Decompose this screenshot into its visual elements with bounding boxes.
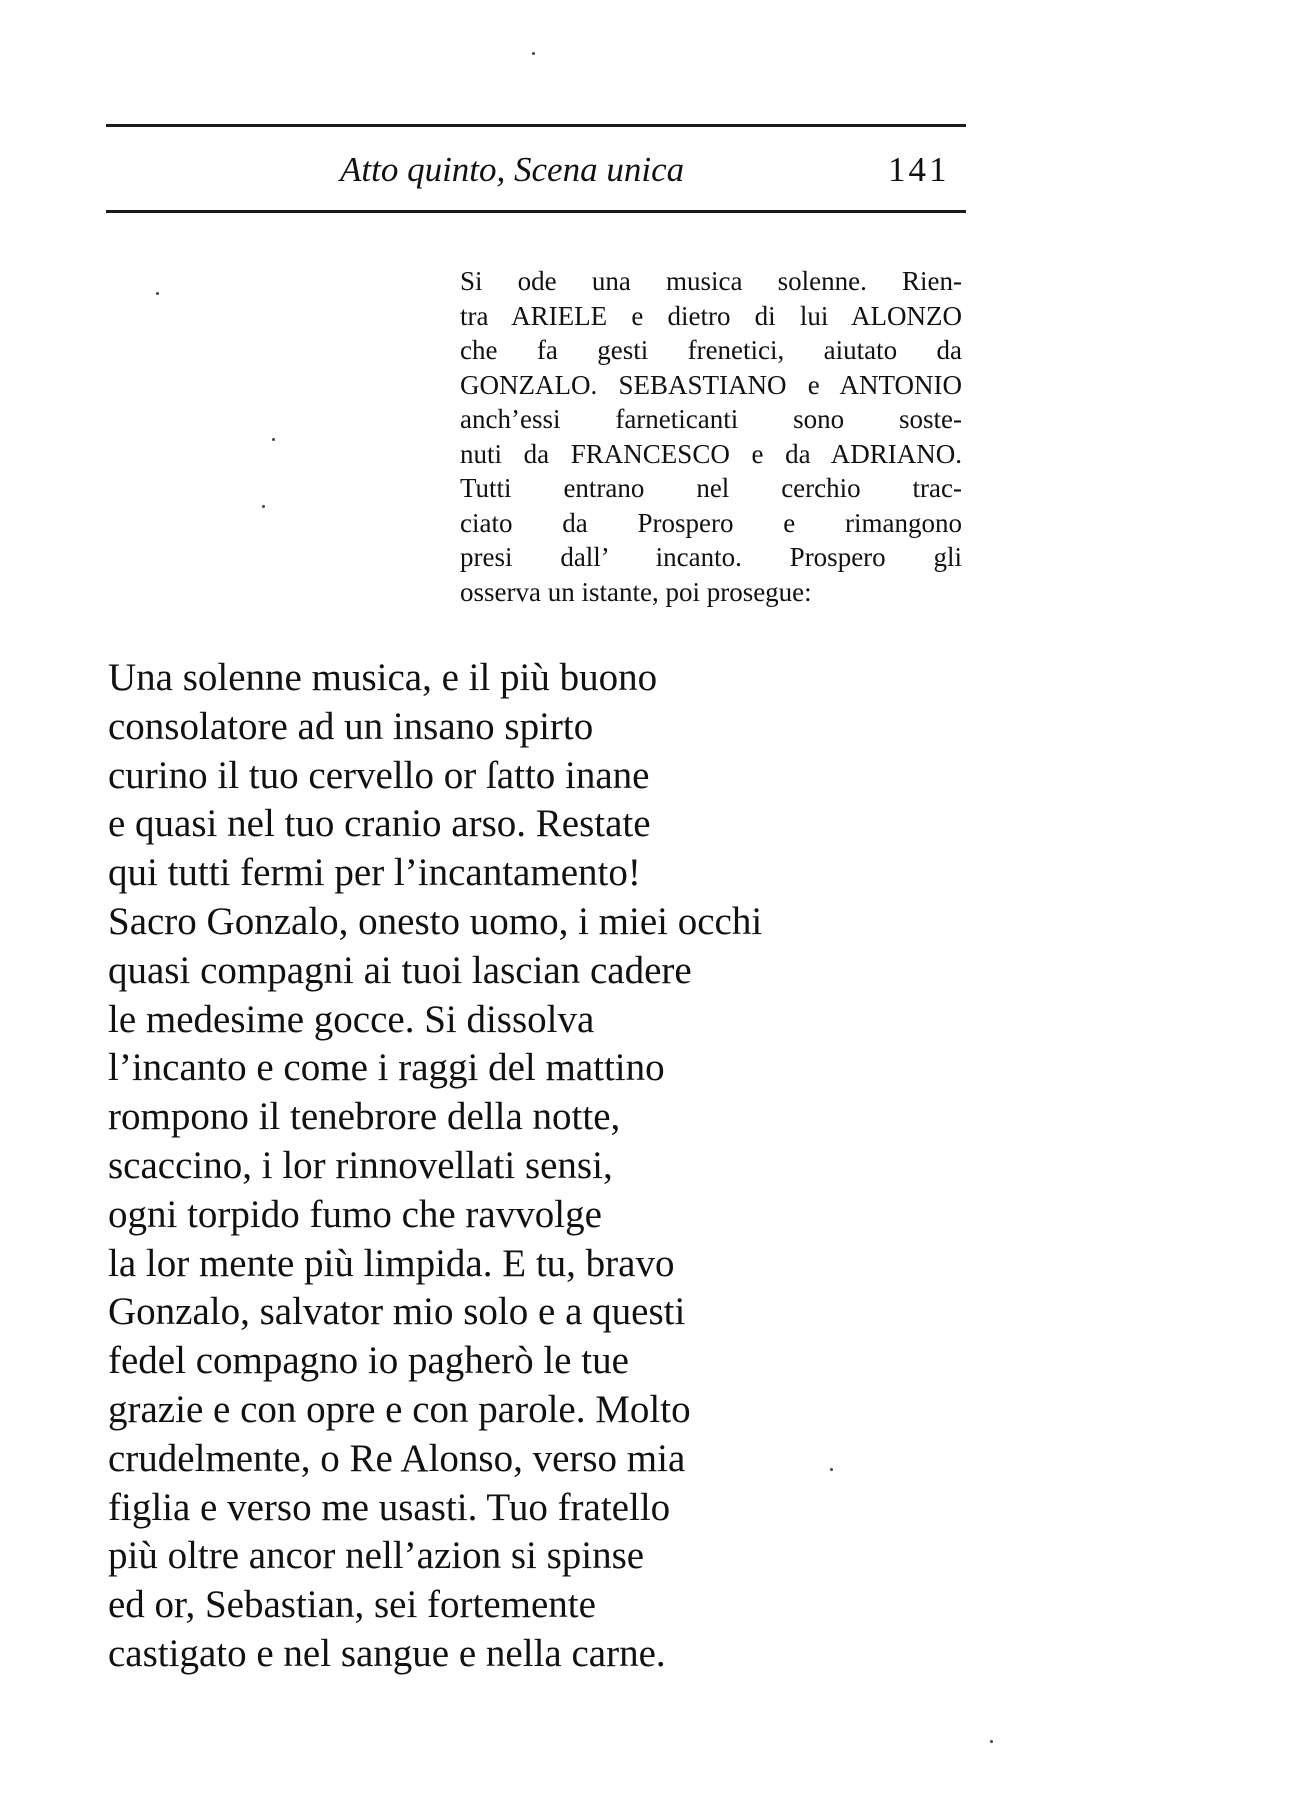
verse-line: Sacro Gonzalo, onesto uomo, i miei occhi — [108, 899, 763, 943]
verse-line: quasi compagni ai tuoi lascian cadere — [108, 948, 692, 992]
verse-line: scaccino, i lor rinnovellati sensi, — [108, 1143, 613, 1187]
stage-direction-line: che fa gesti frenetici, aiutato da — [460, 335, 962, 365]
header-rule-bottom — [106, 210, 966, 213]
scan-speck — [990, 1740, 993, 1743]
scan-speck — [830, 1468, 833, 1471]
stage-direction-line: nuti da FRANCESCO e da ADRIANO. — [460, 438, 962, 469]
header-rule-top — [106, 124, 966, 127]
verse-line: Gonzalo, salvator mio solo e a questi — [108, 1290, 686, 1334]
verse-line: consolatore ad un insano spirto — [108, 704, 594, 748]
scan-speck — [262, 505, 265, 508]
verse-line: curino il tuo cervello or ſatto inane — [108, 753, 650, 797]
stage-direction-line: tra ARIELE e dietro di lui ALONZO — [460, 300, 962, 331]
scan-speck — [272, 438, 275, 441]
verse-line: l’incanto e come i raggi del mattino — [108, 1046, 665, 1090]
stage-direction-line: anch’essi farneticanti sono soste- — [460, 404, 962, 434]
verse-line: figlia e verso me usasti. Tuo fratello — [108, 1485, 671, 1529]
verse-line: castigato e nel sangue e nella carne. — [108, 1631, 666, 1675]
scan-speck — [532, 52, 535, 55]
verse-line: crudelmente, o Re Alonso, verso mia — [108, 1436, 686, 1480]
stage-direction-line: presi dall’ incanto. Prospero gli — [460, 542, 962, 572]
verse-line: la lor mente più limpida. E tu, bravo — [108, 1241, 675, 1285]
running-head: Atto quinto, Scena unica — [340, 150, 685, 189]
stage-direction-line: osserva un istante, poi prosegue: — [460, 576, 812, 607]
verse-block — [108, 654, 762, 1679]
verse-line: qui tutti fermi per l’incantamento! — [108, 851, 641, 895]
page-number: 141 — [888, 150, 950, 189]
stage-direction-line: Tutti entrano nel cerchio trac- — [460, 473, 962, 503]
scan-speck — [156, 292, 159, 295]
verse-line: Una solenne musica, e il più buono — [108, 656, 658, 699]
stage-direction-line: GONZALO. SEBASTIANO e ANTONIO — [460, 369, 962, 400]
verse-line: ed or, Sebastian, sei fortemente — [108, 1583, 596, 1627]
verse-line: grazie e con opre e con parole. Molto — [108, 1387, 691, 1431]
verse-line: e quasi nel tuo cranio arso. Restate — [108, 802, 651, 846]
stage-direction-line: Si ode una musica solenne. Rien- — [460, 266, 962, 296]
verse-line: ogni torpido fumo che ravvolge — [108, 1192, 602, 1236]
stage-direction-line: ciato da Prospero e rimangono — [460, 507, 962, 538]
verse-line: fedel compagno io pagherò le tue — [108, 1339, 629, 1383]
verse-line: le medesime gocce. Si dissolva — [108, 997, 595, 1041]
verse-line: rompono il tenebrore della notte, — [108, 1095, 621, 1139]
stage-direction — [460, 264, 962, 609]
verse-line: più oltre ancor nell’azion si spinse — [108, 1534, 645, 1578]
